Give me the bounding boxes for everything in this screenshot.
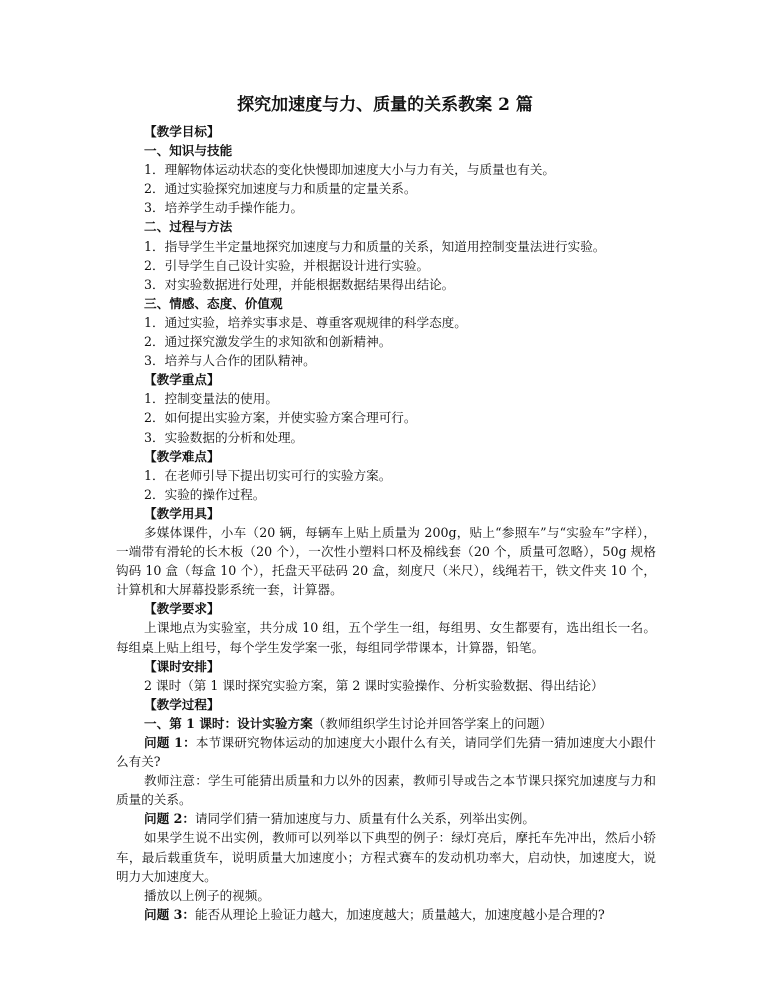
teacher-note-paragraph: 教师注意：学生可能猜出质量和力以外的因素，教师引导或告之本节课只探究加速度与力和质量的关系。 — [116, 773, 656, 808]
section-heading-key-points: 【教学重点】 — [144, 372, 220, 388]
list-item: 1．控制变量法的使用。 — [144, 391, 278, 407]
subheading-emotion: 三、情感、态度、价值观 — [144, 295, 283, 311]
list-item: 3．对实验数据进行处理，并能根据数据结果得出结论。 — [144, 276, 455, 292]
subheading-process: 二、过程与方法 — [144, 219, 233, 235]
section-heading-process: 【教学过程】 — [144, 696, 220, 712]
list-item: 1．通过实验，培养实事求是、尊重客观规律的科学态度。 — [144, 314, 467, 330]
list-item: 2．引导学生自己设计实验，并根据设计进行实验。 — [144, 257, 430, 273]
schedule-text: 2 课时（第 1 课时探究实验方案，第 2 课时实验操作、分析实验数据、得出结论） — [144, 677, 604, 693]
list-item: 2．实验的操作过程。 — [144, 486, 266, 502]
list-item: 1．指导学生半定量地探究加速度与力和质量的关系，知道用控制变量法进行实验。 — [144, 238, 606, 254]
document-body — [116, 122, 656, 924]
requirements-paragraph: 上课地点为实验室，共分成 10 组，五个学生一组，每组男、女生都要有，选出组长一名。每组桌上贴上组号，每个学生发学案一张，每组同学带课本，计算器，铅笔。 — [116, 620, 656, 655]
lesson1-label: 一、第 1 课时：设计实验方案 — [144, 715, 313, 731]
section-heading-requirements: 【教学要求】 — [144, 601, 220, 617]
video-note: 播放以上例子的视频。 — [144, 887, 270, 903]
lesson1-note: （教师组织学生讨论并回答学案上的问题） — [312, 715, 552, 731]
list-item: 2．如何提出实验方案，并使实验方案合理可行。 — [144, 410, 417, 426]
list-item: 1．在老师引导下提出切实可行的实验方案。 — [144, 467, 392, 483]
list-item: 1．理解物体运动状态的变化快慢即加速度大小与力有关，与质量也有关。 — [144, 162, 556, 178]
question-2 — [116, 809, 656, 828]
section-heading-schedule: 【课时安排】 — [144, 658, 220, 674]
subheading-knowledge: 一、知识与技能 — [144, 143, 233, 159]
section-heading-tools: 【教学用具】 — [144, 505, 220, 521]
list-item: 2．通过实验探究加速度与力和质量的定量关系。 — [144, 181, 417, 197]
question-2-label: 问题 2： — [144, 811, 195, 827]
question-1-label: 问题 1： — [144, 735, 196, 750]
question-2-text: 请同学们猜一猜加速度与力、质量有什么关系，列举出实例。 — [194, 811, 535, 827]
section-heading-goals: 【教学目标】 — [144, 124, 220, 139]
question-1-text: 本节课研究物体运动的加速度大小跟什么有关，请同学们先猜一猜加速度大小跟什么有关? — [116, 735, 656, 770]
examples-paragraph: 如果学生说不出实例，教师可以列举以下典型的例子：绿灯亮后，摩托车先冲出，然后小轿车，最后载重货车，说明质量大加速度小；方程式赛车的发动机功率大，启动快，加速度大，说明力大加速度大。 — [116, 830, 656, 884]
tools-paragraph: 多媒体课件，小车（20 辆，每辆车上贴上质量为 200g，贴上“参照车”与“实验车”字样），一端带有滑轮的长木板（20 个），一次性小塑料口杯及棉线套（20 个，质量可忽略），50g 规格钩码 10 盒（每盒 10 个），托盘天平砝码 20 盒，刻度尺（米尺），线绳若干，铁文件夹 10 个，计算机和大屏幕投影系统一套，计算器。 — [116, 524, 656, 598]
question-3-label: 问题 3： — [144, 906, 195, 922]
list-item: 3．培养学生动手操作能力。 — [144, 200, 304, 216]
question-1 — [116, 733, 656, 771]
lesson1-heading — [116, 714, 656, 733]
list-item: 3．培养与人合作的团队精神。 — [144, 353, 316, 369]
question-3 — [116, 905, 656, 924]
list-item: 3．实验数据的分析和处理。 — [144, 429, 304, 445]
document-title: 探究加速度与力、质量的关系教案 2 篇 — [237, 95, 533, 115]
list-item: 2．通过探究激发学生的求知欲和创新精神。 — [144, 334, 392, 350]
section-heading-difficulties: 【教学难点】 — [144, 448, 220, 464]
question-3-text: 能否从理论上验证力越大，加速度越大；质量越大，加速度越小是合理的? — [194, 906, 605, 922]
